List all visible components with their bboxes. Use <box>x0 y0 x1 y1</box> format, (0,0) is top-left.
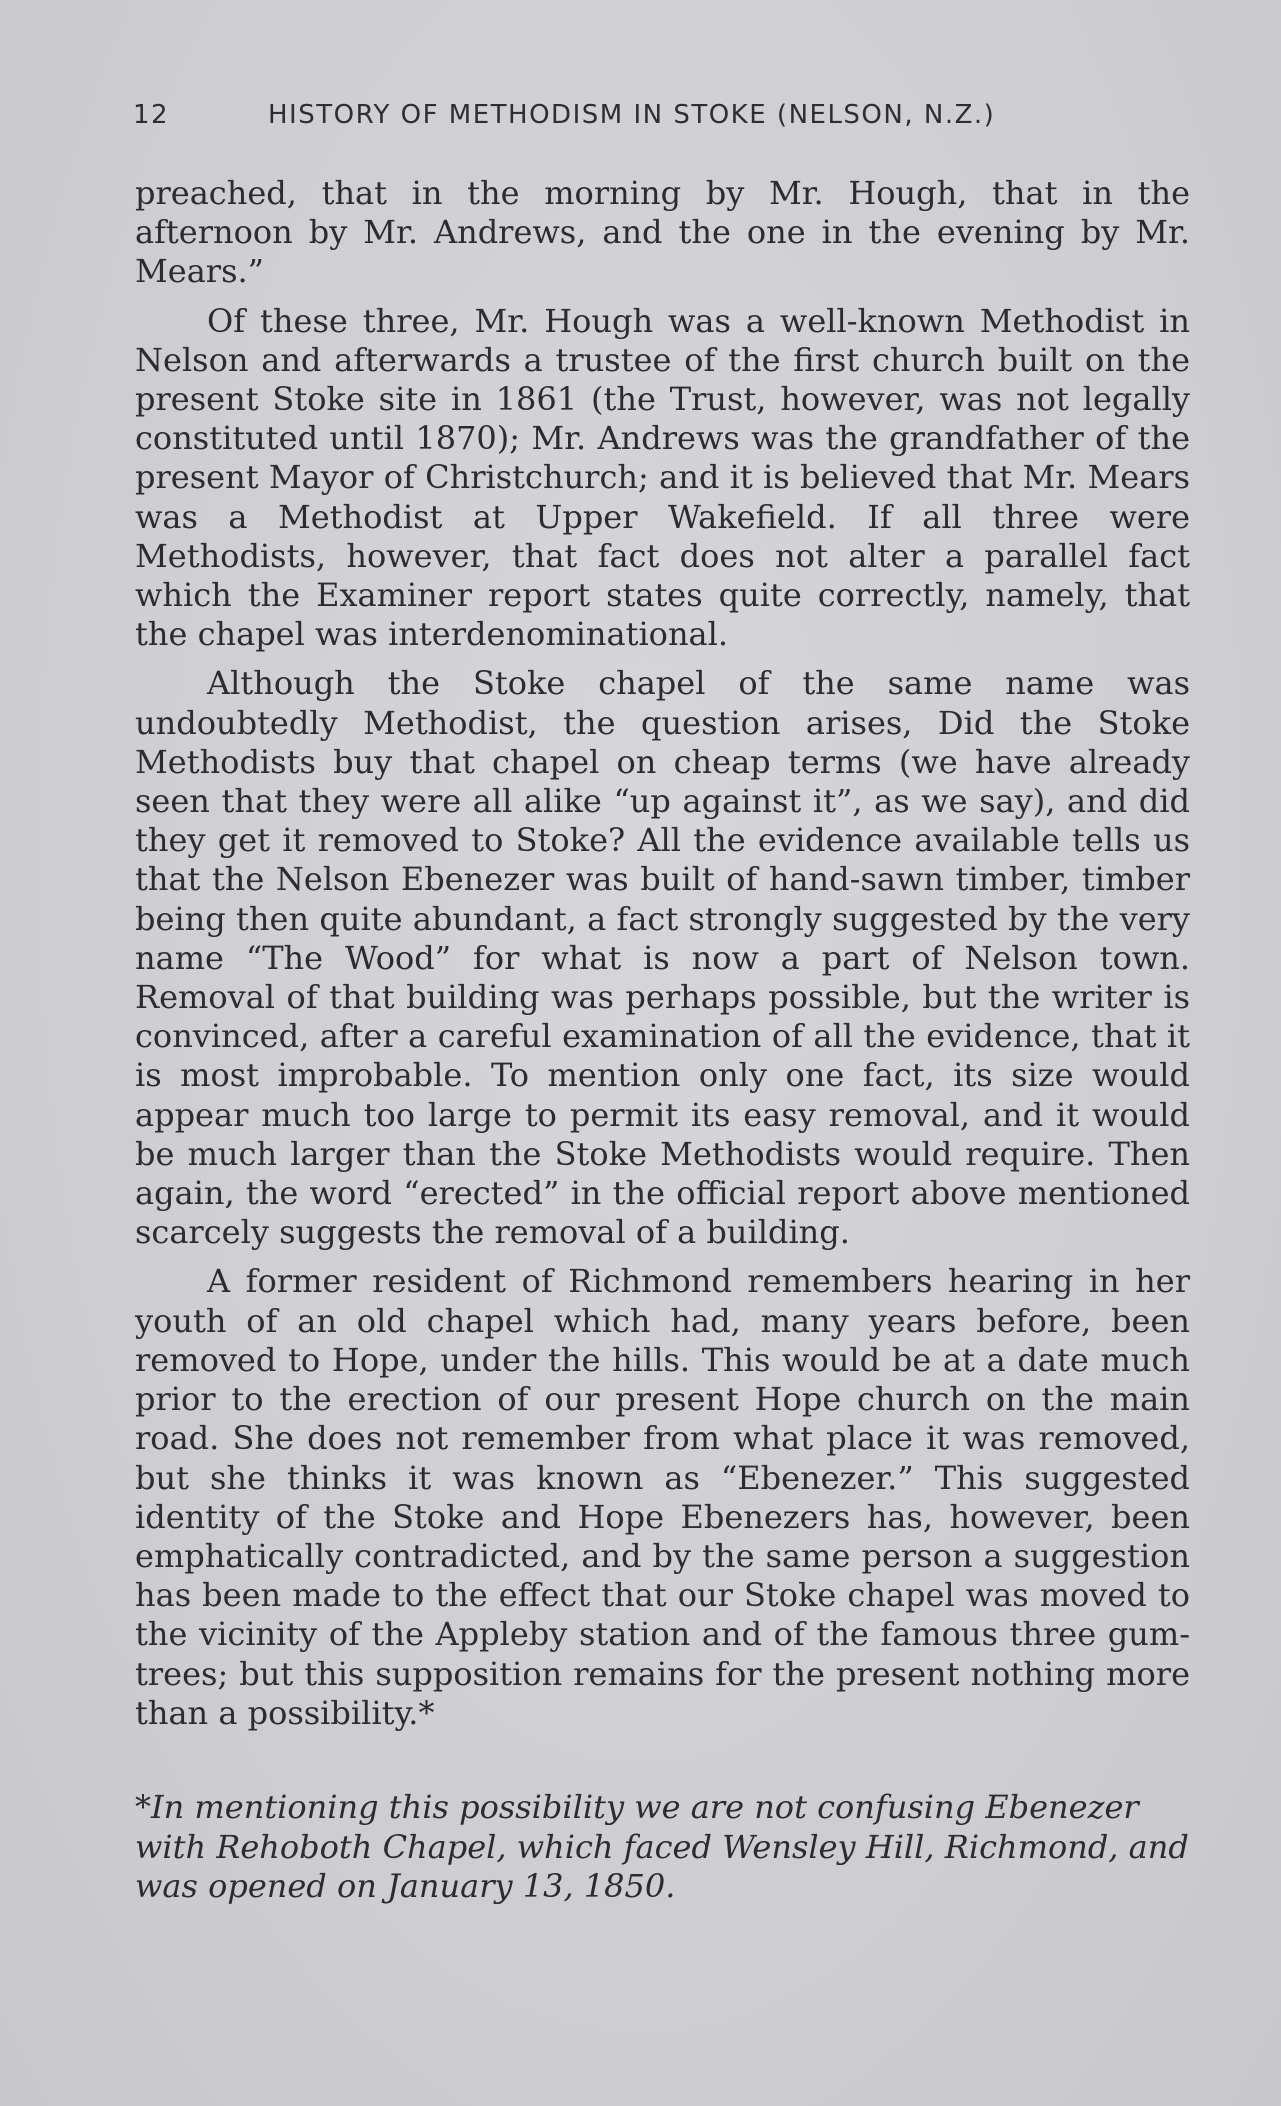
paragraph-stoke-chapel: Although the Stoke chapel of the same name was undoubtedly Methodist, the question arises, Did the Stoke Methodists buy that chapel on cheap terms (we have already seen that they were all alike “up against it”, as we say), and did they get it removed to Stoke? All the evidence available tells us that the Nelson Ebenezer was built of hand-sawn timber, timber being then quite abundant, a fact strongly suggested by the very name “The Wood” for what is now a part of Nelson town. Removal of that building was perhaps possible, but the writer is convinced, after a careful examination of all the evidence, that it is most improbable. To mention only one fact, its size would appear much too large to permit its easy removal, and it would be much larger than the Stoke Methodists would require. Then again, the word “erected” in the official report above mentioned scarcely suggests the removal of a building. <box>135 664 1190 1252</box>
running-title: HISTORY OF METHODISM IN STOKE (NELSON, N.Z.) <box>268 100 996 130</box>
paragraph-richmond-resident: A former resident of Richmond remembers hearing in her youth of an old chapel which had, many years before, been removed to Hope, under the hills. This would be at a date much prior to the erection of our present Hope church on the main road. She does not remember from what place it was removed, but she thinks it was known as “Ebenezer.” This suggested identity of the Stoke and Hope Ebenezers has, however, been emphatically contradicted, and by the same person a suggestion has been made to the effect that our Stoke chapel was moved to the vicinity of the Appleby station and of the famous three gum-trees; but this supposition remains for the present nothing more than a possibility.* <box>135 1262 1190 1732</box>
paragraph-three-preachers: Of these three, Mr. Hough was a well-known Methodist in Nelson and afterwards a trustee of the first church built on the present Stoke site in 1861 (the Trust, however, was not legally constituted until 1870); Mr. Andrews was the grandfather of the present Mayor of Christchurch; and it is believed that Mr. Mears was a Methodist at Upper Wakefield. If all three were Methodists, however, that fact does not alter a parallel fact which the Examiner report states quite correctly, namely, that the chapel was interdenominational. <box>135 301 1190 654</box>
footnote: *In mentioning this possibility we are not confusing Ebenezer with Rehoboth Chapel, which faced Wensley Hill, Richmond, and was opened on January 13, 1850. <box>135 1788 1189 1905</box>
page-number: 12 <box>133 100 170 130</box>
paragraph-continuation: preached, that in the morning by Mr. Hough, that in the afternoon by Mr. Andrews, and the one in the evening by Mr. Mears.” <box>135 174 1190 291</box>
page-header <box>133 100 1133 140</box>
body-text <box>135 174 1190 1743</box>
